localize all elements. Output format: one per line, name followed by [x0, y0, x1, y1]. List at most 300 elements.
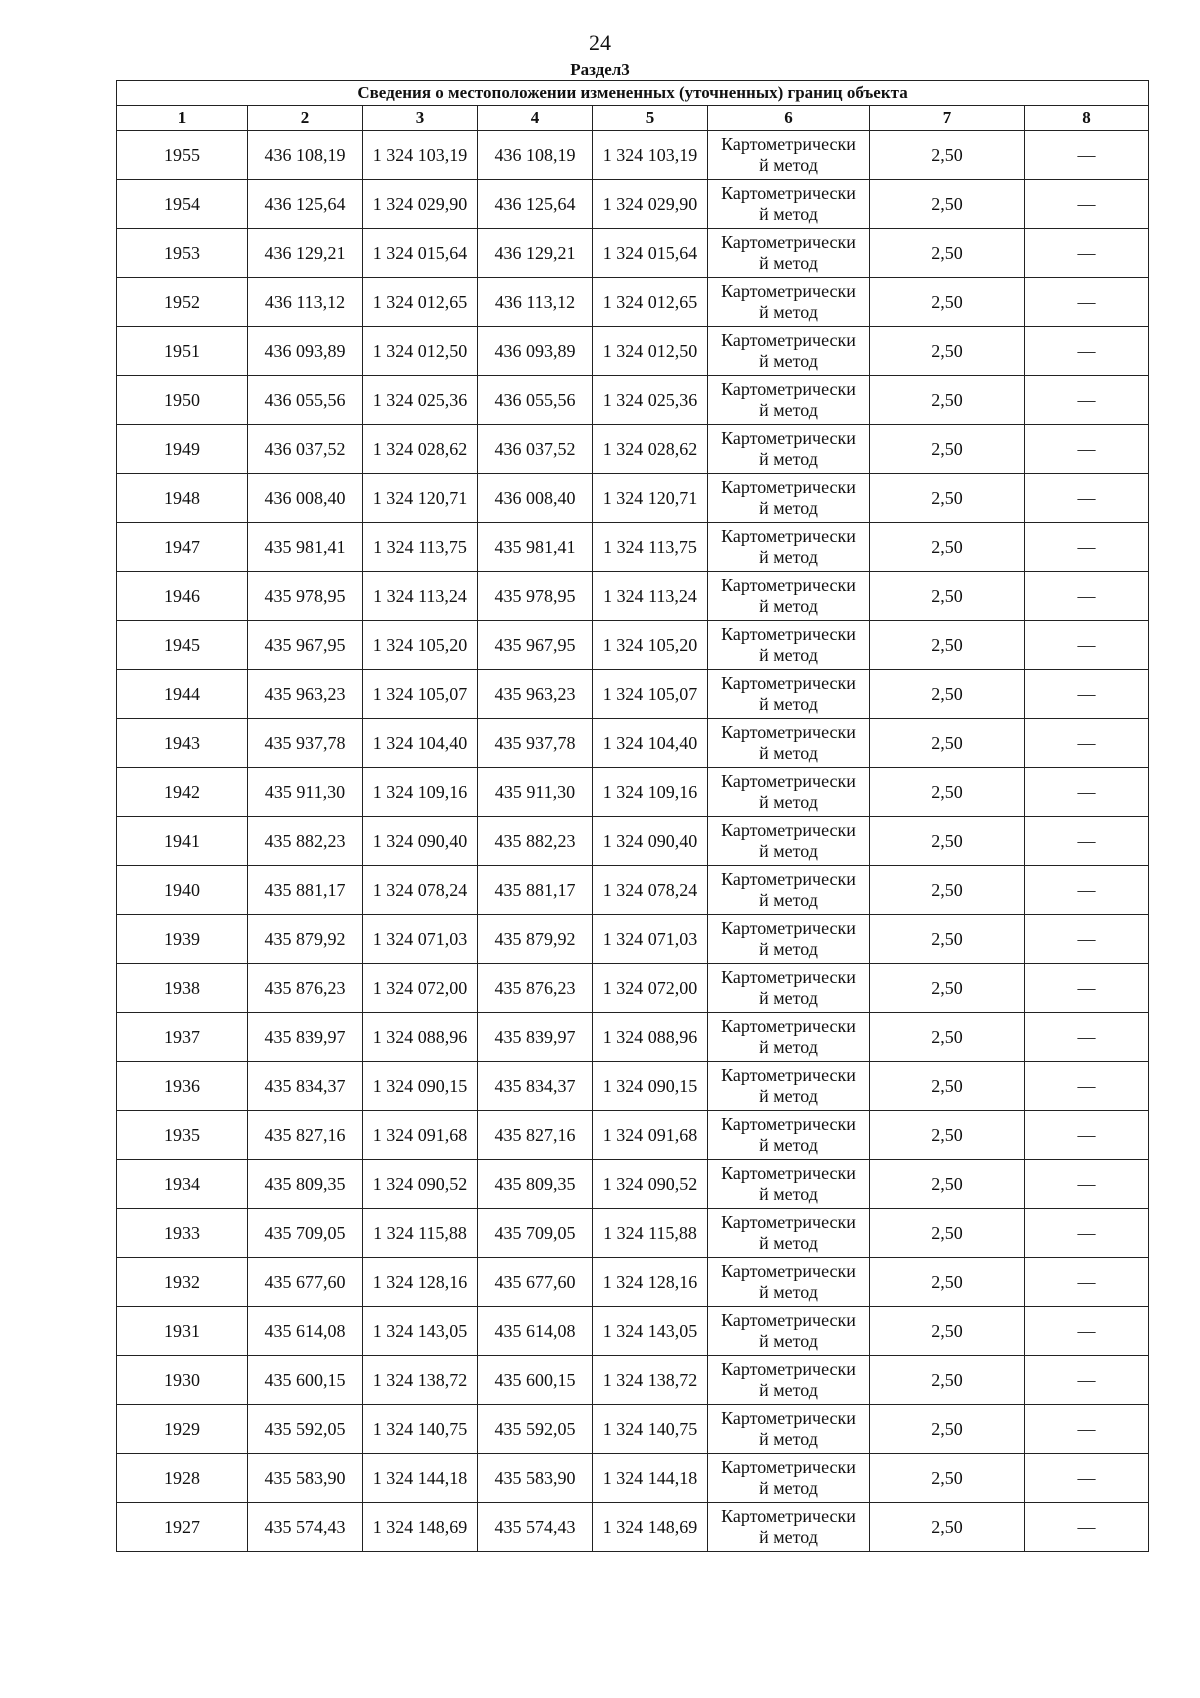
point-number-cell: 1940: [117, 866, 248, 915]
x-existing-cell: 435 574,43: [248, 1503, 363, 1552]
method-cell: [708, 1307, 870, 1356]
column-number: 7: [870, 106, 1025, 131]
method-line: й метод: [759, 1429, 818, 1449]
point-number-cell: 1947: [117, 523, 248, 572]
y-new-cell: 1 324 029,90: [593, 180, 708, 229]
accuracy-cell: 2,50: [870, 670, 1025, 719]
x-new-cell: 435 839,97: [478, 1013, 593, 1062]
method-cell: [708, 278, 870, 327]
note-cell: —: [1025, 1503, 1149, 1552]
method-cell: [708, 621, 870, 670]
x-new-cell: 436 113,12: [478, 278, 593, 327]
table-row: [117, 229, 1149, 278]
x-existing-cell: 435 978,95: [248, 572, 363, 621]
note-cell: —: [1025, 131, 1149, 180]
y-existing-cell: 1 324 144,18: [363, 1454, 478, 1503]
y-new-cell: 1 324 105,07: [593, 670, 708, 719]
method-line: й метод: [759, 1282, 818, 1302]
x-new-cell: 435 592,05: [478, 1405, 593, 1454]
point-number-cell: 1931: [117, 1307, 248, 1356]
table-row: [117, 1356, 1149, 1405]
note-cell: —: [1025, 719, 1149, 768]
note-cell: —: [1025, 180, 1149, 229]
y-new-cell: 1 324 148,69: [593, 1503, 708, 1552]
table-row: [117, 1209, 1149, 1258]
table-row: [117, 964, 1149, 1013]
accuracy-cell: 2,50: [870, 1356, 1025, 1405]
method-line: й метод: [759, 351, 818, 371]
note-cell: —: [1025, 1013, 1149, 1062]
point-number-cell: 1951: [117, 327, 248, 376]
method-cell: [708, 1209, 870, 1258]
y-new-cell: 1 324 012,65: [593, 278, 708, 327]
note-cell: —: [1025, 1160, 1149, 1209]
x-existing-cell: 435 839,97: [248, 1013, 363, 1062]
method-cell: [708, 964, 870, 1013]
x-existing-cell: 435 677,60: [248, 1258, 363, 1307]
method-line: й метод: [759, 939, 818, 959]
method-line: Картометрически: [721, 1114, 856, 1134]
point-number-cell: 1955: [117, 131, 248, 180]
table-row: [117, 621, 1149, 670]
accuracy-cell: 2,50: [870, 719, 1025, 768]
point-number-cell: 1943: [117, 719, 248, 768]
y-new-cell: 1 324 109,16: [593, 768, 708, 817]
method-line: й метод: [759, 449, 818, 469]
point-number-cell: 1941: [117, 817, 248, 866]
y-existing-cell: 1 324 113,75: [363, 523, 478, 572]
point-number-cell: 1935: [117, 1111, 248, 1160]
table-row: [117, 1454, 1149, 1503]
y-new-cell: 1 324 115,88: [593, 1209, 708, 1258]
column-number: 2: [248, 106, 363, 131]
table-row: [117, 915, 1149, 964]
point-number-cell: 1936: [117, 1062, 248, 1111]
note-cell: —: [1025, 327, 1149, 376]
column-number: 4: [478, 106, 593, 131]
x-existing-cell: 435 592,05: [248, 1405, 363, 1454]
accuracy-cell: 2,50: [870, 131, 1025, 180]
table-row: [117, 474, 1149, 523]
x-new-cell: 435 827,16: [478, 1111, 593, 1160]
x-new-cell: 436 129,21: [478, 229, 593, 278]
accuracy-cell: 2,50: [870, 768, 1025, 817]
accuracy-cell: 2,50: [870, 572, 1025, 621]
x-new-cell: 436 055,56: [478, 376, 593, 425]
method-line: Картометрически: [721, 1310, 856, 1330]
y-new-cell: 1 324 012,50: [593, 327, 708, 376]
note-cell: —: [1025, 768, 1149, 817]
point-number-cell: 1930: [117, 1356, 248, 1405]
x-new-cell: 435 967,95: [478, 621, 593, 670]
x-existing-cell: 436 125,64: [248, 180, 363, 229]
x-new-cell: 436 125,64: [478, 180, 593, 229]
method-cell: [708, 866, 870, 915]
column-number: 8: [1025, 106, 1149, 131]
y-new-cell: 1 324 103,19: [593, 131, 708, 180]
method-line: Картометрически: [721, 1457, 856, 1477]
table-row: [117, 1258, 1149, 1307]
y-new-cell: 1 324 071,03: [593, 915, 708, 964]
y-existing-cell: 1 324 103,19: [363, 131, 478, 180]
method-line: Картометрически: [721, 1261, 856, 1281]
method-line: Картометрически: [721, 1016, 856, 1036]
method-cell: [708, 1062, 870, 1111]
x-new-cell: 435 677,60: [478, 1258, 593, 1307]
point-number-cell: 1942: [117, 768, 248, 817]
y-existing-cell: 1 324 104,40: [363, 719, 478, 768]
y-new-cell: 1 324 120,71: [593, 474, 708, 523]
y-existing-cell: 1 324 115,88: [363, 1209, 478, 1258]
y-existing-cell: 1 324 105,07: [363, 670, 478, 719]
x-existing-cell: 435 709,05: [248, 1209, 363, 1258]
y-existing-cell: 1 324 140,75: [363, 1405, 478, 1454]
note-cell: —: [1025, 474, 1149, 523]
y-existing-cell: 1 324 072,00: [363, 964, 478, 1013]
y-new-cell: 1 324 143,05: [593, 1307, 708, 1356]
table-row: [117, 572, 1149, 621]
point-number-cell: 1949: [117, 425, 248, 474]
x-new-cell: 435 963,23: [478, 670, 593, 719]
x-existing-cell: 435 911,30: [248, 768, 363, 817]
x-existing-cell: 435 876,23: [248, 964, 363, 1013]
y-existing-cell: 1 324 029,90: [363, 180, 478, 229]
table-row: [117, 278, 1149, 327]
y-new-cell: 1 324 144,18: [593, 1454, 708, 1503]
x-existing-cell: 435 879,92: [248, 915, 363, 964]
accuracy-cell: 2,50: [870, 1013, 1025, 1062]
table-row: [117, 719, 1149, 768]
method-line: Картометрически: [721, 624, 856, 644]
y-existing-cell: 1 324 025,36: [363, 376, 478, 425]
method-line: Картометрически: [721, 1212, 856, 1232]
method-line: Картометрически: [721, 281, 856, 301]
accuracy-cell: 2,50: [870, 229, 1025, 278]
x-existing-cell: 435 882,23: [248, 817, 363, 866]
note-cell: —: [1025, 425, 1149, 474]
point-number-cell: 1934: [117, 1160, 248, 1209]
y-existing-cell: 1 324 090,40: [363, 817, 478, 866]
method-line: Картометрически: [721, 967, 856, 987]
table-row: [117, 1062, 1149, 1111]
column-number: 3: [363, 106, 478, 131]
method-line: й метод: [759, 1233, 818, 1253]
point-number-cell: 1928: [117, 1454, 248, 1503]
method-cell: [708, 1111, 870, 1160]
table-body: [117, 131, 1149, 1552]
x-existing-cell: 436 108,19: [248, 131, 363, 180]
x-existing-cell: 435 963,23: [248, 670, 363, 719]
method-line: Картометрически: [721, 1408, 856, 1428]
accuracy-cell: 2,50: [870, 1454, 1025, 1503]
accuracy-cell: 2,50: [870, 1062, 1025, 1111]
x-new-cell: 436 008,40: [478, 474, 593, 523]
method-line: й метод: [759, 155, 818, 175]
x-new-cell: 436 093,89: [478, 327, 593, 376]
x-existing-cell: 435 937,78: [248, 719, 363, 768]
y-new-cell: 1 324 090,52: [593, 1160, 708, 1209]
method-line: й метод: [759, 694, 818, 714]
point-number-cell: 1938: [117, 964, 248, 1013]
method-cell: [708, 817, 870, 866]
method-cell: [708, 1258, 870, 1307]
method-cell: [708, 523, 870, 572]
y-new-cell: 1 324 138,72: [593, 1356, 708, 1405]
table-row: [117, 327, 1149, 376]
method-line: Картометрически: [721, 1163, 856, 1183]
method-line: й метод: [759, 1037, 818, 1057]
table-row: [117, 376, 1149, 425]
y-existing-cell: 1 324 120,71: [363, 474, 478, 523]
note-cell: —: [1025, 1111, 1149, 1160]
x-new-cell: 436 037,52: [478, 425, 593, 474]
note-cell: —: [1025, 915, 1149, 964]
table-row: [117, 768, 1149, 817]
point-number-cell: 1933: [117, 1209, 248, 1258]
y-new-cell: 1 324 128,16: [593, 1258, 708, 1307]
method-line: й метод: [759, 1380, 818, 1400]
column-number: 1: [117, 106, 248, 131]
accuracy-cell: 2,50: [870, 376, 1025, 425]
x-existing-cell: 435 967,95: [248, 621, 363, 670]
point-number-cell: 1952: [117, 278, 248, 327]
point-number-cell: 1939: [117, 915, 248, 964]
method-cell: [708, 229, 870, 278]
method-line: й метод: [759, 1478, 818, 1498]
y-existing-cell: 1 324 088,96: [363, 1013, 478, 1062]
page-number: 24: [589, 30, 611, 55]
x-new-cell: 435 809,35: [478, 1160, 593, 1209]
note-cell: —: [1025, 1307, 1149, 1356]
y-new-cell: 1 324 113,24: [593, 572, 708, 621]
note-cell: —: [1025, 376, 1149, 425]
method-cell: [708, 768, 870, 817]
table-row: [117, 131, 1149, 180]
accuracy-cell: 2,50: [870, 964, 1025, 1013]
method-line: Картометрически: [721, 330, 856, 350]
x-new-cell: 435 583,90: [478, 1454, 593, 1503]
accuracy-cell: 2,50: [870, 474, 1025, 523]
note-cell: —: [1025, 278, 1149, 327]
method-cell: [708, 180, 870, 229]
note-cell: —: [1025, 1258, 1149, 1307]
method-line: Картометрически: [721, 869, 856, 889]
note-cell: —: [1025, 572, 1149, 621]
table-row: [117, 180, 1149, 229]
accuracy-cell: 2,50: [870, 327, 1025, 376]
y-existing-cell: 1 324 090,52: [363, 1160, 478, 1209]
accuracy-cell: 2,50: [870, 523, 1025, 572]
method-line: й метод: [759, 498, 818, 518]
method-cell: [708, 327, 870, 376]
method-cell: [708, 572, 870, 621]
table-row: [117, 670, 1149, 719]
method-line: й метод: [759, 302, 818, 322]
method-line: Картометрически: [721, 232, 856, 252]
table-row: [117, 1405, 1149, 1454]
method-cell: [708, 670, 870, 719]
y-new-cell: 1 324 105,20: [593, 621, 708, 670]
point-number-cell: 1937: [117, 1013, 248, 1062]
table-row: [117, 1503, 1149, 1552]
y-new-cell: 1 324 091,68: [593, 1111, 708, 1160]
table-row: [117, 866, 1149, 915]
x-existing-cell: 435 614,08: [248, 1307, 363, 1356]
y-existing-cell: 1 324 105,20: [363, 621, 478, 670]
y-existing-cell: 1 324 138,72: [363, 1356, 478, 1405]
method-line: й метод: [759, 547, 818, 567]
note-cell: —: [1025, 621, 1149, 670]
y-existing-cell: 1 324 109,16: [363, 768, 478, 817]
y-existing-cell: 1 324 091,68: [363, 1111, 478, 1160]
method-cell: [708, 1013, 870, 1062]
method-cell: [708, 425, 870, 474]
method-cell: [708, 1160, 870, 1209]
x-existing-cell: 435 881,17: [248, 866, 363, 915]
method-cell: [708, 915, 870, 964]
table-row: [117, 817, 1149, 866]
x-existing-cell: 436 055,56: [248, 376, 363, 425]
x-new-cell: 435 937,78: [478, 719, 593, 768]
y-existing-cell: 1 324 148,69: [363, 1503, 478, 1552]
method-cell: [708, 376, 870, 425]
accuracy-cell: 2,50: [870, 1111, 1025, 1160]
x-existing-cell: 435 827,16: [248, 1111, 363, 1160]
note-cell: —: [1025, 964, 1149, 1013]
y-existing-cell: 1 324 015,64: [363, 229, 478, 278]
y-new-cell: 1 324 015,64: [593, 229, 708, 278]
x-new-cell: 435 876,23: [478, 964, 593, 1013]
accuracy-cell: 2,50: [870, 817, 1025, 866]
accuracy-cell: 2,50: [870, 425, 1025, 474]
note-cell: —: [1025, 1356, 1149, 1405]
accuracy-cell: 2,50: [870, 1258, 1025, 1307]
y-new-cell: 1 324 090,40: [593, 817, 708, 866]
method-line: Картометрически: [721, 379, 856, 399]
y-existing-cell: 1 324 078,24: [363, 866, 478, 915]
accuracy-cell: 2,50: [870, 180, 1025, 229]
method-line: й метод: [759, 596, 818, 616]
note-cell: —: [1025, 229, 1149, 278]
accuracy-cell: 2,50: [870, 1209, 1025, 1258]
point-number-cell: 1944: [117, 670, 248, 719]
x-new-cell: 435 614,08: [478, 1307, 593, 1356]
method-line: Картометрически: [721, 820, 856, 840]
y-existing-cell: 1 324 090,15: [363, 1062, 478, 1111]
method-line: Картометрически: [721, 183, 856, 203]
method-line: й метод: [759, 890, 818, 910]
table-caption: Сведения о местоположении измененных (уточненных) границ объекта: [117, 81, 1149, 106]
method-line: й метод: [759, 400, 818, 420]
x-new-cell: 435 882,23: [478, 817, 593, 866]
method-line: Картометрически: [721, 918, 856, 938]
x-new-cell: 435 574,43: [478, 1503, 593, 1552]
column-number: 6: [708, 106, 870, 131]
x-existing-cell: 436 093,89: [248, 327, 363, 376]
method-line: Картометрически: [721, 1506, 856, 1526]
method-line: й метод: [759, 204, 818, 224]
accuracy-cell: 2,50: [870, 1307, 1025, 1356]
method-line: й метод: [759, 1086, 818, 1106]
column-number-row: [117, 106, 1149, 131]
y-new-cell: 1 324 140,75: [593, 1405, 708, 1454]
method-line: Картометрически: [721, 134, 856, 154]
note-cell: —: [1025, 1405, 1149, 1454]
note-cell: —: [1025, 1454, 1149, 1503]
accuracy-cell: 2,50: [870, 1503, 1025, 1552]
x-existing-cell: 435 834,37: [248, 1062, 363, 1111]
method-line: Картометрически: [721, 722, 856, 742]
method-line: й метод: [759, 1527, 818, 1547]
accuracy-cell: 2,50: [870, 1405, 1025, 1454]
table-row: [117, 1307, 1149, 1356]
method-line: й метод: [759, 1135, 818, 1155]
x-existing-cell: 436 008,40: [248, 474, 363, 523]
note-cell: —: [1025, 523, 1149, 572]
y-new-cell: 1 324 078,24: [593, 866, 708, 915]
method-line: й метод: [759, 841, 818, 861]
x-new-cell: 436 108,19: [478, 131, 593, 180]
accuracy-cell: 2,50: [870, 621, 1025, 670]
y-existing-cell: 1 324 012,65: [363, 278, 478, 327]
y-existing-cell: 1 324 113,24: [363, 572, 478, 621]
table-row: [117, 1013, 1149, 1062]
y-existing-cell: 1 324 012,50: [363, 327, 478, 376]
y-existing-cell: 1 324 071,03: [363, 915, 478, 964]
point-number-cell: 1946: [117, 572, 248, 621]
note-cell: —: [1025, 670, 1149, 719]
x-existing-cell: 435 981,41: [248, 523, 363, 572]
point-number-cell: 1945: [117, 621, 248, 670]
method-line: й метод: [759, 1331, 818, 1351]
accuracy-cell: 2,50: [870, 866, 1025, 915]
y-new-cell: 1 324 090,15: [593, 1062, 708, 1111]
method-line: Картометрически: [721, 428, 856, 448]
method-line: Картометрически: [721, 1065, 856, 1085]
method-cell: [708, 474, 870, 523]
y-existing-cell: 1 324 128,16: [363, 1258, 478, 1307]
table-row: [117, 1111, 1149, 1160]
y-existing-cell: 1 324 143,05: [363, 1307, 478, 1356]
method-line: Картометрически: [721, 771, 856, 791]
method-line: й метод: [759, 645, 818, 665]
x-existing-cell: 435 583,90: [248, 1454, 363, 1503]
method-line: Картометрически: [721, 477, 856, 497]
point-number-cell: 1927: [117, 1503, 248, 1552]
note-cell: —: [1025, 817, 1149, 866]
point-number-cell: 1932: [117, 1258, 248, 1307]
accuracy-cell: 2,50: [870, 278, 1025, 327]
method-cell: [708, 1405, 870, 1454]
method-line: й метод: [759, 743, 818, 763]
point-number-cell: 1948: [117, 474, 248, 523]
method-cell: [708, 1454, 870, 1503]
table-row: [117, 523, 1149, 572]
accuracy-cell: 2,50: [870, 1160, 1025, 1209]
y-new-cell: 1 324 113,75: [593, 523, 708, 572]
x-existing-cell: 436 129,21: [248, 229, 363, 278]
method-line: Картометрически: [721, 526, 856, 546]
y-new-cell: 1 324 028,62: [593, 425, 708, 474]
x-new-cell: 435 709,05: [478, 1209, 593, 1258]
method-line: й метод: [759, 988, 818, 1008]
x-existing-cell: 435 809,35: [248, 1160, 363, 1209]
method-line: Картометрически: [721, 575, 856, 595]
note-cell: —: [1025, 866, 1149, 915]
note-cell: —: [1025, 1062, 1149, 1111]
boundary-coordinates-table: [116, 80, 1149, 1552]
x-existing-cell: 435 600,15: [248, 1356, 363, 1405]
